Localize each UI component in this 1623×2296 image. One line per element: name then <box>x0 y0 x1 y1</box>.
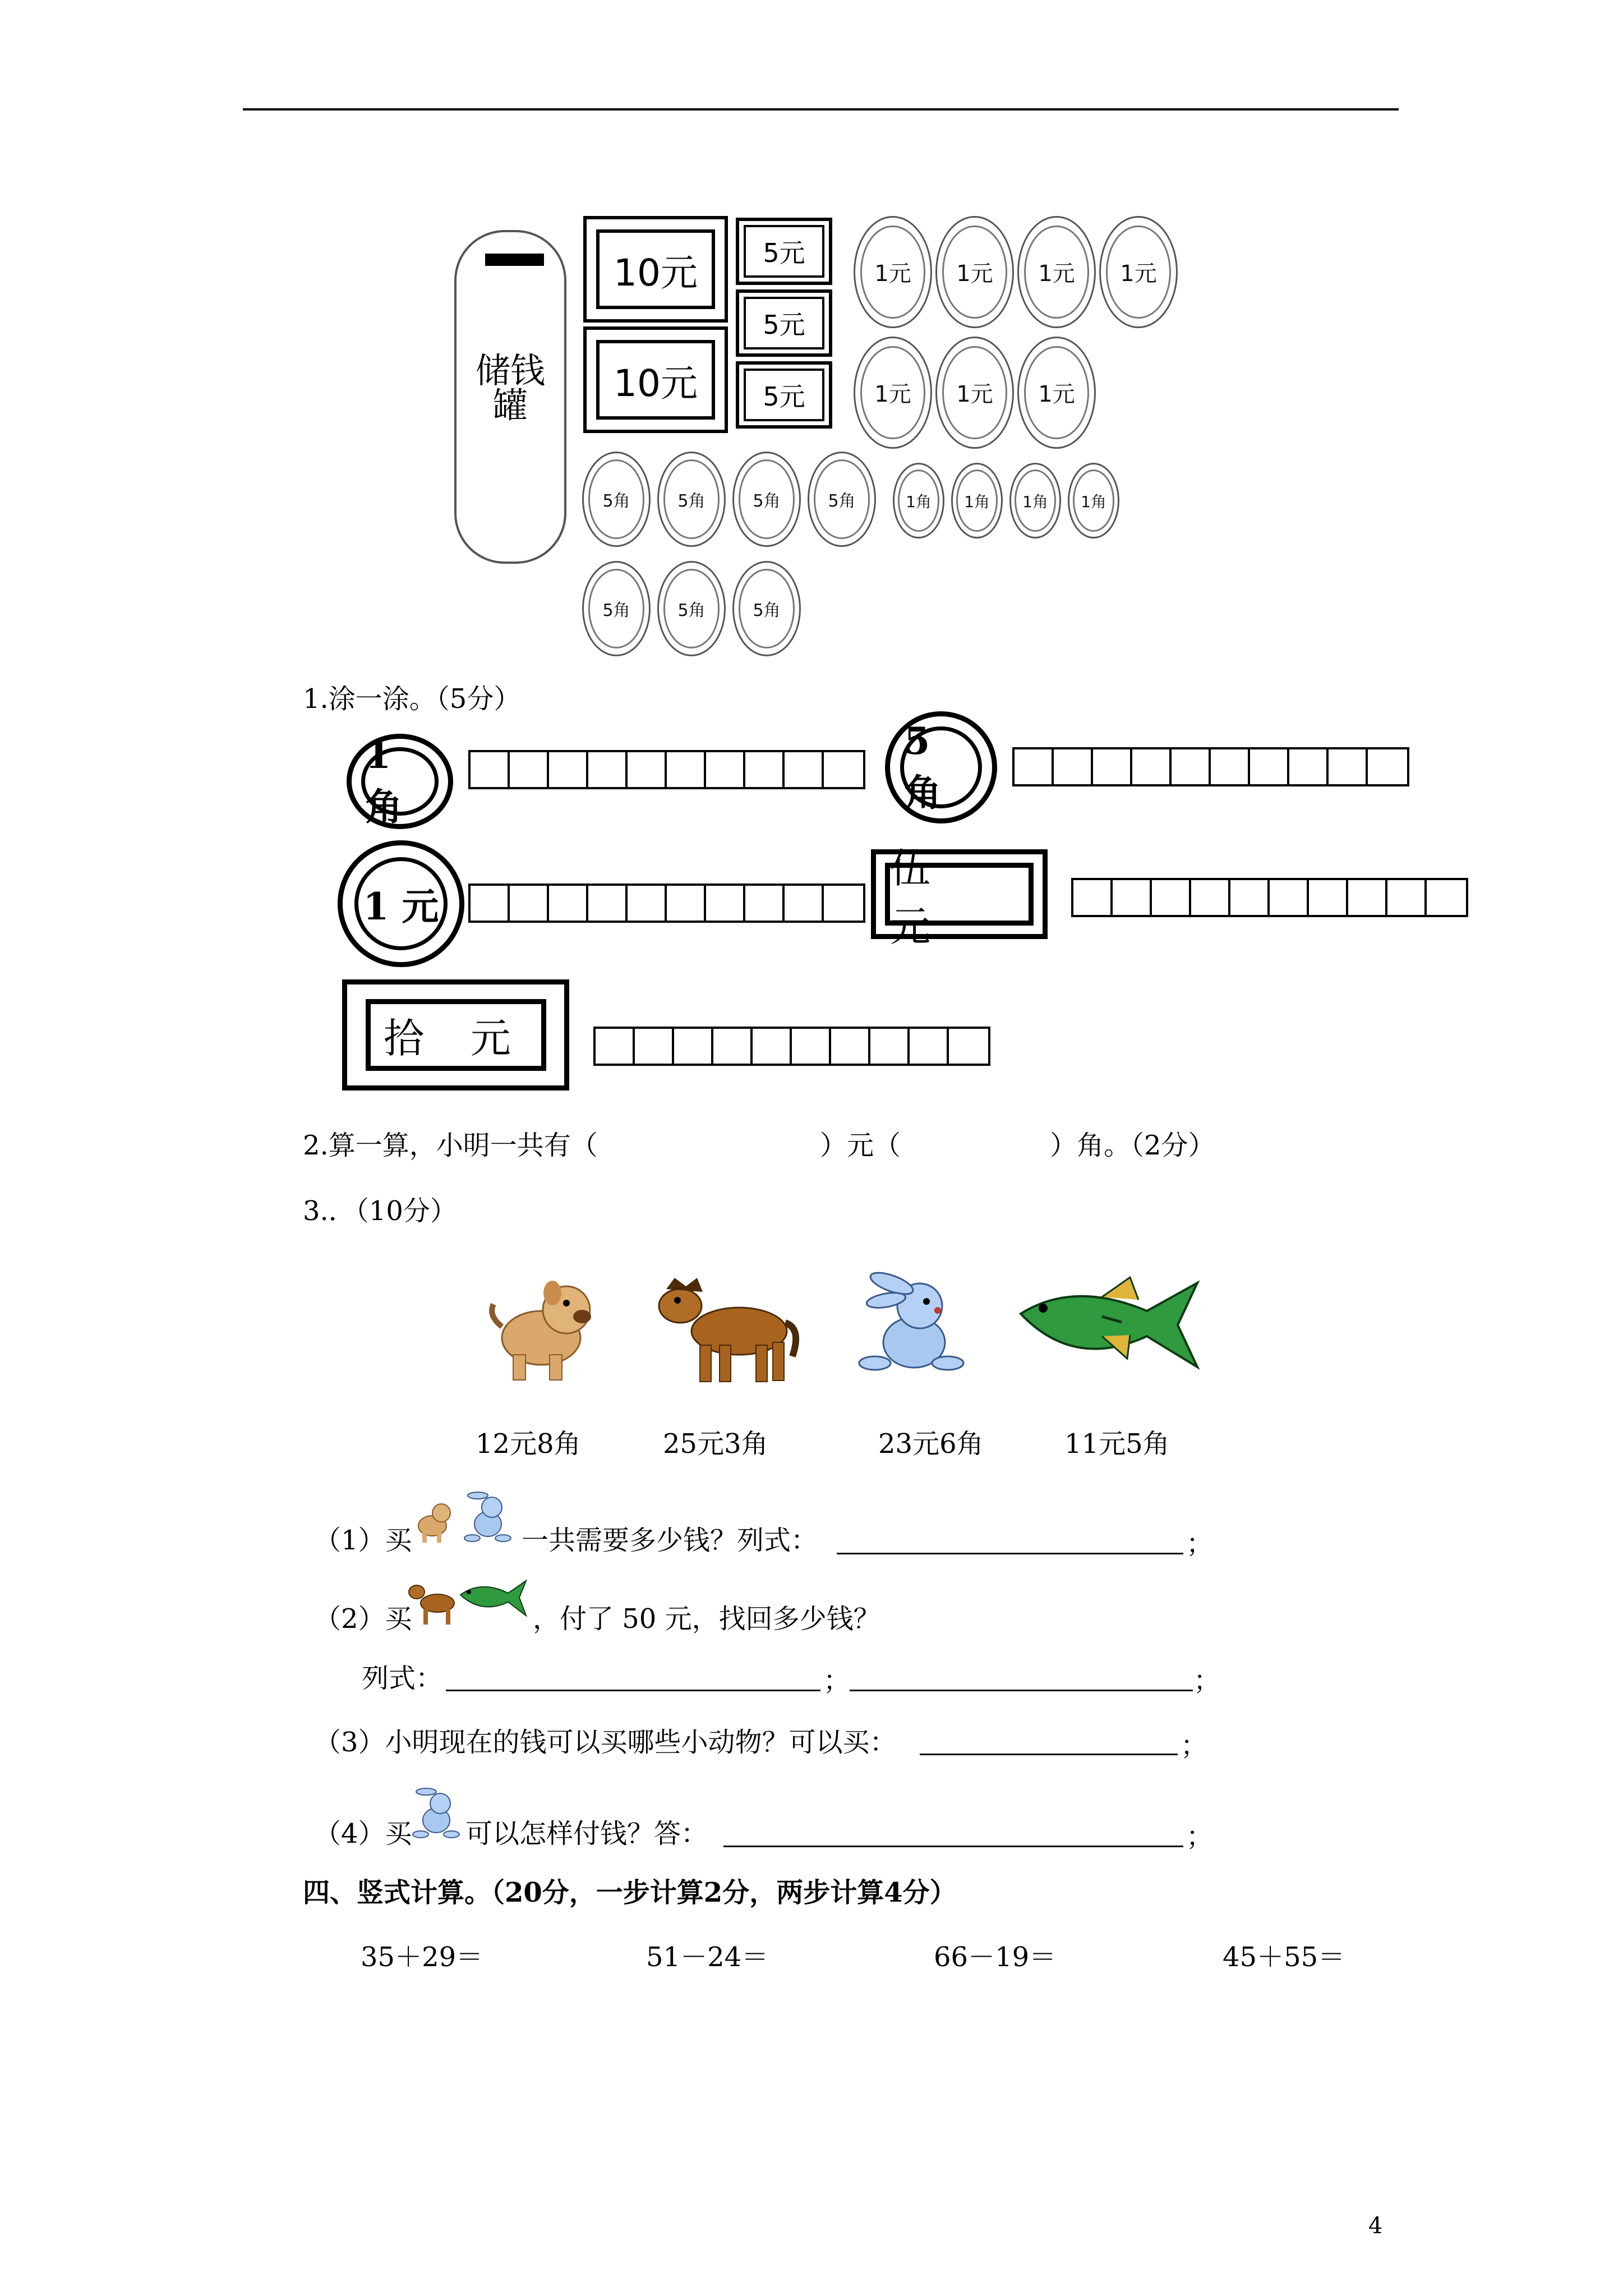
coin-label: 1 元 <box>354 857 448 950</box>
coin-label: 5角 <box>739 569 795 648</box>
q3-sub1-text: 一共需要多少钱？列式： <box>522 1525 818 1556</box>
note-label: 拾 元 <box>366 999 546 1071</box>
coin-1-yuan <box>935 337 1014 449</box>
coin-label: 1角 <box>1015 470 1056 532</box>
coin-5-jiao <box>582 561 651 656</box>
semicolon: ； <box>823 1665 851 1696</box>
color-boxes-10-yuan[interactable] <box>593 1027 990 1066</box>
coin-label: 1角 <box>956 470 998 532</box>
coin-label: 1元 <box>1024 226 1089 319</box>
note-5-yuan <box>736 218 832 285</box>
fish-small-icon <box>459 1575 529 1620</box>
jar-slot <box>485 254 544 266</box>
q3-sub2-label: 列式： <box>362 1663 443 1694</box>
coin-label: 5 角 <box>900 726 982 808</box>
q3-sub4-prefix: （4）买 <box>314 1818 412 1849</box>
q3-sub2-prefix: （2）买 <box>314 1603 412 1635</box>
coin-label: 5角 <box>588 569 644 648</box>
price-rabbit: 23元6角 <box>878 1428 984 1460</box>
header-rule <box>243 108 1399 111</box>
semicolon: ； <box>1181 1730 1208 1761</box>
rabbit-icon <box>852 1267 973 1379</box>
q3-title: 3.．（10分） <box>303 1195 457 1227</box>
note-10-yuan-large <box>342 979 569 1091</box>
coin-label: 5角 <box>739 459 795 539</box>
coin-1-yuan <box>1099 216 1178 328</box>
note-label: 5元 <box>744 297 824 349</box>
coin-label: 1角 <box>1073 470 1114 532</box>
note-label: 5元 <box>744 225 824 278</box>
page-number: 4 <box>1368 2213 1383 2239</box>
q4-title: 四、竖式计算。（20分，一步计算2分，两步计算4分） <box>303 1877 957 1908</box>
coin-label: 1角 <box>898 470 939 532</box>
coin-5-jiao <box>582 452 651 547</box>
problem-2: 51－24＝ <box>646 1941 769 1973</box>
coin-1-jiao <box>1068 463 1119 539</box>
coin-label: 5角 <box>663 569 720 648</box>
q2-suffix: ）角。（2分） <box>1050 1130 1215 1161</box>
price-fish: 11元5角 <box>1064 1428 1170 1460</box>
note-10-yuan <box>583 216 728 323</box>
problem-1: 35＋29＝ <box>361 1941 483 1973</box>
q2-mid: ）元（ <box>820 1130 901 1161</box>
coin-1-yuan <box>854 337 932 449</box>
coin-label: 5角 <box>814 459 870 539</box>
coin-label: 5角 <box>588 459 644 539</box>
coin-label: 1元 <box>942 226 1007 319</box>
q3-sub4-text: 可以怎样付钱？答： <box>465 1818 708 1849</box>
jar-label: 储钱罐 <box>475 350 545 426</box>
color-boxes-1-jiao[interactable] <box>468 750 865 789</box>
note-5-yuan-large <box>871 845 1048 950</box>
q1-title: 1.涂一涂。（5分） <box>303 683 521 715</box>
problem-3: 66－19＝ <box>934 1941 1057 1973</box>
q3-sub2-text: ，付了 50 元，找回多少钱？ <box>533 1603 880 1635</box>
coin-label: 1元 <box>1024 346 1089 440</box>
coin-1-yuan <box>935 216 1014 328</box>
dog-small-icon <box>412 1495 454 1545</box>
coin-1-jiao <box>893 463 944 539</box>
dog-icon <box>482 1271 606 1388</box>
color-boxes-1-yuan[interactable] <box>468 884 865 923</box>
note-10-yuan <box>583 326 728 433</box>
note-label: 10元 <box>596 340 715 420</box>
coin-1-yuan <box>1017 216 1096 328</box>
q2-prefix: 2.算一算，小明一共有（ <box>303 1130 598 1161</box>
coin-label: 1元 <box>860 226 925 319</box>
color-boxes-5-jiao[interactable] <box>1012 747 1409 786</box>
price-dog: 12元8角 <box>476 1428 581 1460</box>
note-label: 伍 元 <box>885 863 1034 926</box>
color-boxes-5-yuan[interactable] <box>1071 878 1468 917</box>
answer-line-1[interactable] <box>837 1553 1183 1554</box>
semicolon: ； <box>1193 1665 1221 1696</box>
answer-line-2b[interactable] <box>850 1690 1193 1691</box>
coin-5-jiao <box>808 452 876 547</box>
coin-5-jiao <box>732 452 801 547</box>
coin-1-jiao <box>1009 463 1061 539</box>
coin-label: 1元 <box>860 346 925 440</box>
coin-label: 5角 <box>663 459 720 539</box>
coin-label: 1元 <box>942 346 1007 440</box>
coin-1-jiao <box>951 463 1003 539</box>
problem-4: 45＋55＝ <box>1223 1941 1345 1973</box>
coin-1-jiao-large <box>347 734 453 829</box>
coin-1-yuan-large <box>338 840 464 967</box>
coin-label: 1 角 <box>361 747 439 816</box>
coin-5-jiao <box>657 561 726 656</box>
coin-1-yuan <box>1017 337 1096 449</box>
rabbit-small-icon <box>409 1784 463 1840</box>
answer-line-3[interactable] <box>920 1754 1178 1755</box>
coin-label: 1元 <box>1106 226 1170 319</box>
q3-sub1-prefix: （1）买 <box>314 1525 412 1556</box>
answer-line-2a[interactable] <box>446 1690 820 1691</box>
q3-sub3-text: （3）小明现在的钱可以买哪些小动物？可以买： <box>314 1727 897 1758</box>
coin-1-yuan <box>854 216 932 328</box>
horse-icon <box>655 1267 804 1387</box>
price-horse: 25元3角 <box>663 1428 768 1460</box>
coin-5-jiao <box>657 452 726 547</box>
note-label: 10元 <box>596 229 715 309</box>
note-label: 5元 <box>744 369 824 421</box>
fish-icon <box>1018 1269 1203 1375</box>
coin-5-jiao <box>732 561 801 656</box>
rabbit-small-icon <box>461 1488 514 1544</box>
answer-line-4[interactable] <box>723 1846 1183 1847</box>
semicolon: ； <box>1186 1821 1214 1852</box>
coin-5-jiao-large <box>885 711 997 823</box>
note-5-yuan <box>736 361 832 429</box>
note-5-yuan <box>736 289 832 357</box>
horse-small-icon <box>407 1575 460 1628</box>
semicolon: ； <box>1186 1528 1214 1559</box>
